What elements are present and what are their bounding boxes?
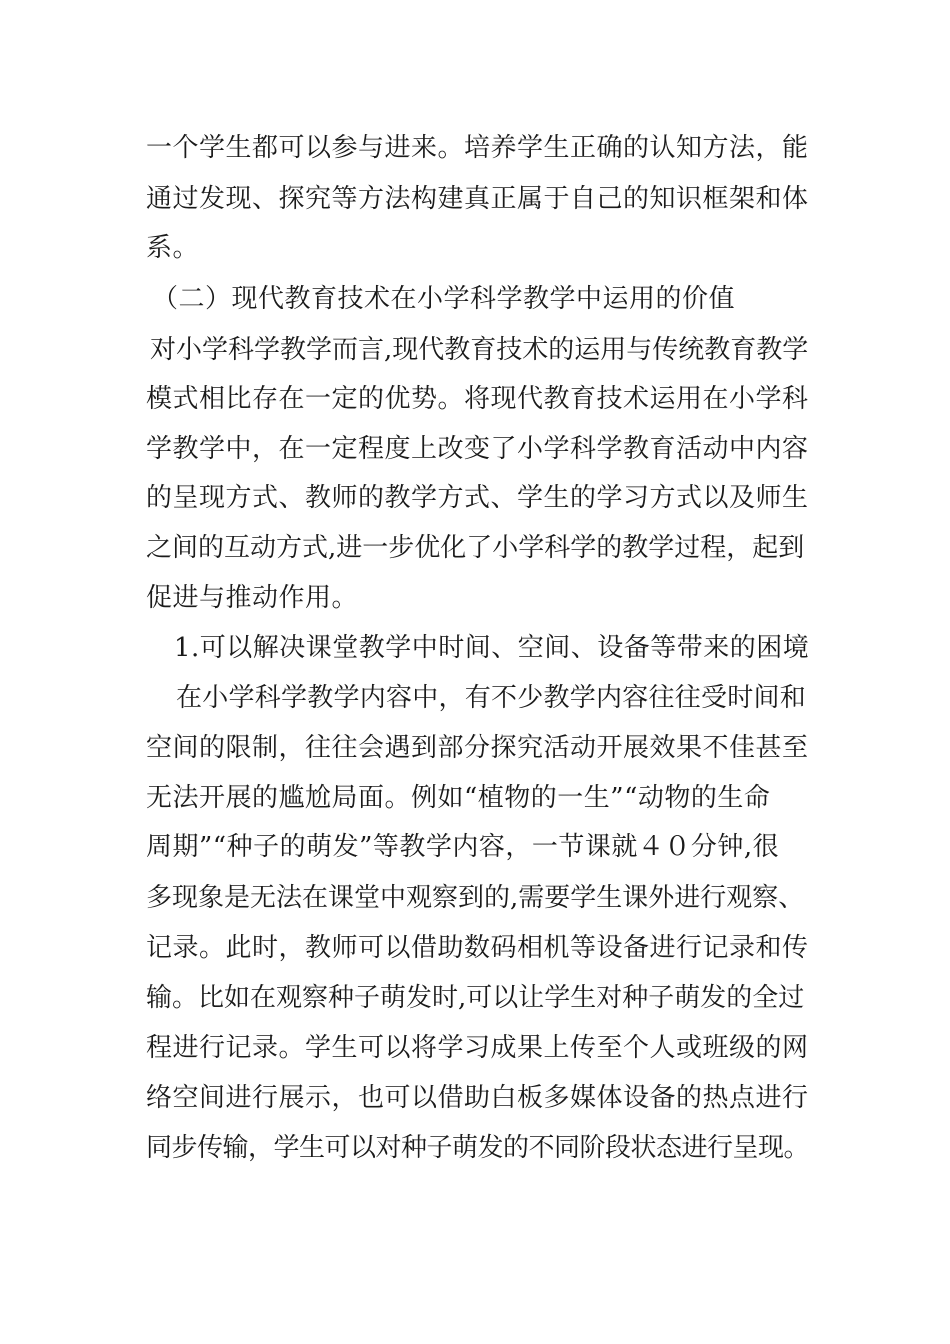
paragraph-line: 通过发现、探究等方法构建真正属于自己的知识框架和体 [146,184,809,214]
paragraph-line: 输。比如在观察种子萌发时,可以让学生对种子萌发的全过 [146,983,805,1013]
paragraph-line: 空间的限制，往往会遇到部分探究活动开展效果不佳甚至 [146,733,809,763]
paragraph-line: 同步传输，学生可以对种子萌发的不同阶段状态进行呈现。 [146,1133,810,1163]
paragraph-line: 程进行记录。学生可以将学习成果上传至个人或班级的网 [146,1033,809,1063]
paragraph-line: 记录。此时，教师可以借助数码相机等设备进行记录和传 [146,933,809,963]
paragraph-line: 多现象是无法在课堂中观察到的,需要学生课外进行观察、 [146,883,805,913]
paragraph-line: 在小学科学教学内容中，有不少教学内容往往受时间和 [176,683,807,713]
paragraph-line: 模式相比存在一定的优势。将现代教育技术运用在小学科 [146,384,809,414]
paragraph-line: 学教学中，在一定程度上改变了小学科学教育活动中内容 [146,434,809,464]
paragraph-line: 周期”“种子的萌发”等教学内容，一节课就４０分钟,很 [146,832,780,862]
paragraph-line: 之间的互动方式,进一步优化了小学科学的教学过程，起到 [146,533,805,563]
paragraph-line: 的呈现方式、教师的教学方式、学生的学习方式以及师生 [146,483,809,513]
paragraph-line: 无法开展的尴尬局面。例如“植物的一生”“动物的生命 [146,783,771,813]
paragraph-line: 一个学生都可以参与进来。培养学生正确的认知方法，能 [146,133,809,163]
paragraph-line: 络空间进行展示，也可以借助白板多媒体设备的热点进行 [146,1083,809,1113]
section-heading: （二）现代教育技术在小学科学教学中运用的价值 [152,284,736,314]
paragraph-line: 对小学科学教学而言,现代教育技术的运用与传统教育教学 [150,335,809,365]
paragraph-line: 系。 [146,233,200,263]
subsection-heading: 1.可以解决课堂教学中时间、空间、设备等带来的困境 [174,633,810,663]
paragraph-line: 促进与推动作用。 [146,583,359,613]
